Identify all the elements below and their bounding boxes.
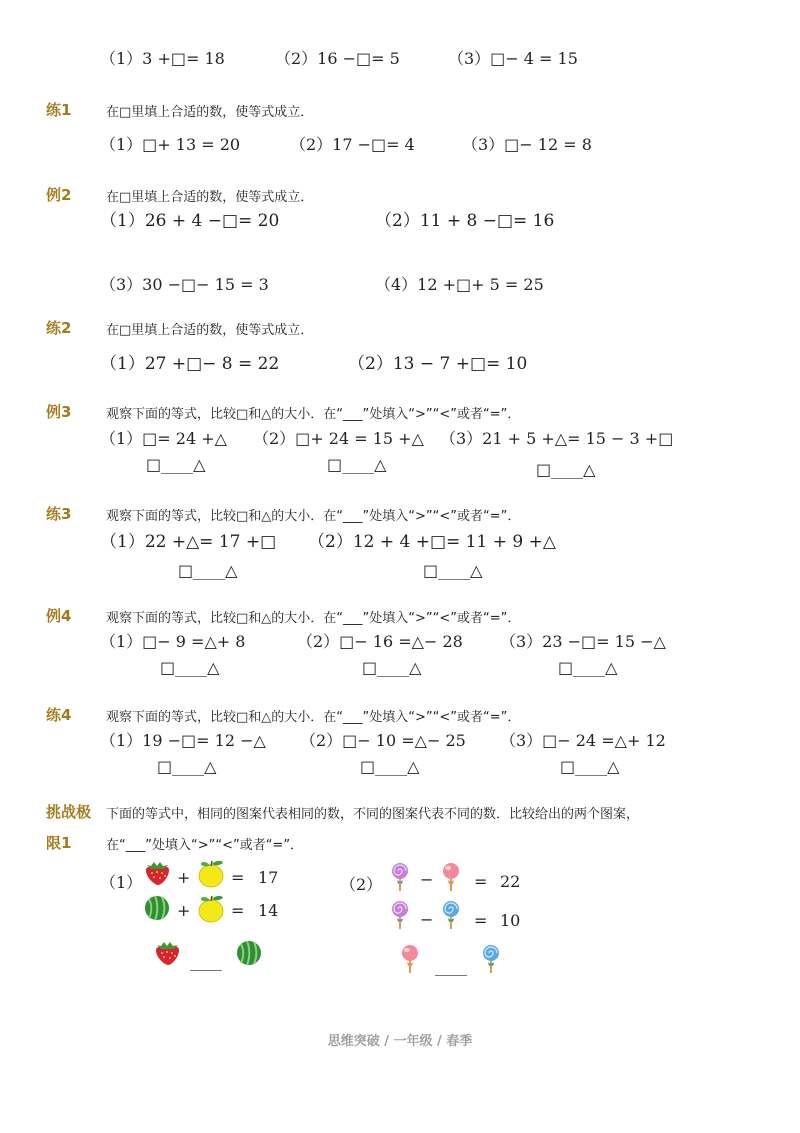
apple-icon — [196, 893, 226, 923]
li3-equation-3: （3）21 + 5 +△= 15 − 3 +□ — [440, 429, 674, 448]
section-label-li3: 例3 — [46, 403, 72, 421]
lian2-equation-1: （1）27 +□− 8 = 22 — [100, 354, 280, 374]
li2-equation-1: （1）26 + 4 −□= 20 — [100, 211, 280, 231]
lian3-equation-1: （1）22 +△= 17 +□ — [100, 532, 277, 552]
equals-sign: = — [474, 872, 488, 891]
lian1-equation-3: （3）□− 12 = 8 — [462, 135, 592, 154]
lian3-equation-2: （2）12 + 4 +□= 11 + 9 +△ — [308, 532, 556, 552]
picture-problem-1-number: （1） — [100, 873, 143, 892]
compare-blank: ____ — [190, 952, 222, 971]
page-footer: 思维突破 / 一年级 / 春季 — [327, 1034, 473, 1049]
minus-sign: − — [420, 870, 434, 889]
lian4-compare-1: □____△ — [157, 757, 217, 776]
lian4-compare-2: □____△ — [360, 757, 420, 776]
picture-problem-2-result-1: 22 — [500, 872, 521, 891]
challenge-instruction-line-1: 下面的等式中，相同的图案代表相同的数，不同的图案代表不同的数．比较给出的两个图案， — [106, 807, 640, 822]
challenge-instruction-line-2: 在“___”处填入“>”“<”或者“=”． — [106, 838, 304, 853]
strawberry-icon — [142, 858, 172, 888]
equals-sign: = — [231, 868, 245, 887]
li4-instruction: 观察下面的等式，比较□和△的大小．在“___”处填入“>”“<”或者“=”． — [106, 611, 521, 626]
lian1-equation-1: （1）□+ 13 = 20 — [100, 135, 241, 154]
li3-compare-1: □____△ — [146, 455, 206, 474]
picture-problem-2-number: （2） — [340, 875, 383, 894]
lian4-instruction: 观察下面的等式，比较□和△的大小．在“___”处填入“>”“<”或者“=”． — [106, 710, 521, 725]
pink-lollipop-icon — [436, 862, 466, 892]
lian4-compare-3: □____△ — [560, 757, 620, 776]
li3-compare-2: □____△ — [327, 455, 387, 474]
strawberry-icon — [152, 938, 182, 968]
section-label-challenge-1: 挑战极 — [46, 803, 92, 821]
lian3-compare-1: □____△ — [178, 561, 238, 580]
watermelon-icon — [234, 938, 264, 968]
section-label-challenge-2: 限1 — [46, 834, 72, 852]
top-equation-3: （3）□− 4 = 15 — [448, 49, 578, 68]
section-label-lian4: 练4 — [46, 706, 72, 724]
blue-lollipop-icon — [476, 944, 506, 974]
section-label-li4: 例4 — [46, 607, 72, 625]
lian4-equation-2: （2）□− 10 =△− 25 — [300, 731, 466, 750]
lian1-instruction: 在□里填上合适的数，使等式成立． — [106, 105, 314, 120]
li2-equation-3: （3）30 −□− 15 = 3 — [100, 275, 269, 294]
section-label-lian2: 练2 — [46, 319, 72, 337]
top-equation-2: （2）16 −□= 5 — [275, 49, 400, 68]
li2-instruction: 在□里填上合适的数，使等式成立． — [106, 190, 314, 205]
lian4-equation-3: （3）□− 24 =△+ 12 — [500, 731, 666, 750]
li4-compare-2: □____△ — [362, 658, 422, 677]
li2-equation-4: （4）12 +□+ 5 = 25 — [375, 275, 544, 294]
li4-equation-3: （3）23 −□= 15 −△ — [500, 632, 666, 651]
li4-compare-1: □____△ — [160, 658, 220, 677]
compare-blank: ____ — [435, 957, 467, 976]
li4-compare-3: □____△ — [558, 658, 618, 677]
purple-lollipop-icon — [385, 862, 415, 892]
li3-equation-2: （2）□+ 24 = 15 +△ — [253, 429, 424, 448]
li3-instruction: 观察下面的等式，比较□和△的大小．在“___”处填入“>”“<”或者“=”． — [106, 407, 521, 422]
li4-equation-1: （1）□− 9 =△+ 8 — [100, 632, 246, 651]
section-label-lian1: 练1 — [46, 101, 72, 119]
lian1-equation-2: （2）17 −□= 4 — [290, 135, 415, 154]
apple-icon — [196, 858, 226, 888]
li2-equation-2: （2）11 + 8 −□= 16 — [375, 211, 555, 231]
minus-sign: − — [420, 910, 434, 929]
section-label-lian3: 练3 — [46, 505, 72, 523]
plus-sign: + — [177, 901, 191, 920]
lian3-compare-2: □____△ — [423, 561, 483, 580]
li3-equation-1: （1）□= 24 +△ — [100, 429, 227, 448]
lian2-instruction: 在□里填上合适的数，使等式成立． — [106, 323, 314, 338]
li4-equation-2: （2）□− 16 =△− 28 — [297, 632, 463, 651]
picture-problem-1-result-2: 14 — [258, 901, 279, 920]
top-equation-1: （1）3 +□= 18 — [100, 49, 225, 68]
picture-problem-1-result-1: 17 — [258, 868, 279, 887]
lian2-equation-2: （2）13 − 7 +□= 10 — [348, 354, 528, 374]
equals-sign: = — [231, 901, 245, 920]
section-label-li2: 例2 — [46, 186, 72, 204]
lian4-equation-1: （1）19 −□= 12 −△ — [100, 731, 266, 750]
purple-lollipop-icon — [385, 900, 415, 930]
lian3-instruction: 观察下面的等式，比较□和△的大小．在“___”处填入“>”“<”或者“=”． — [106, 509, 521, 524]
li3-compare-3: □____△ — [536, 460, 596, 479]
plus-sign: + — [177, 868, 191, 887]
watermelon-icon — [142, 893, 172, 923]
equals-sign: = — [474, 911, 488, 930]
blue-lollipop-icon — [436, 900, 466, 930]
picture-problem-2-result-2: 10 — [500, 911, 521, 930]
pink-lollipop-icon — [395, 944, 425, 974]
